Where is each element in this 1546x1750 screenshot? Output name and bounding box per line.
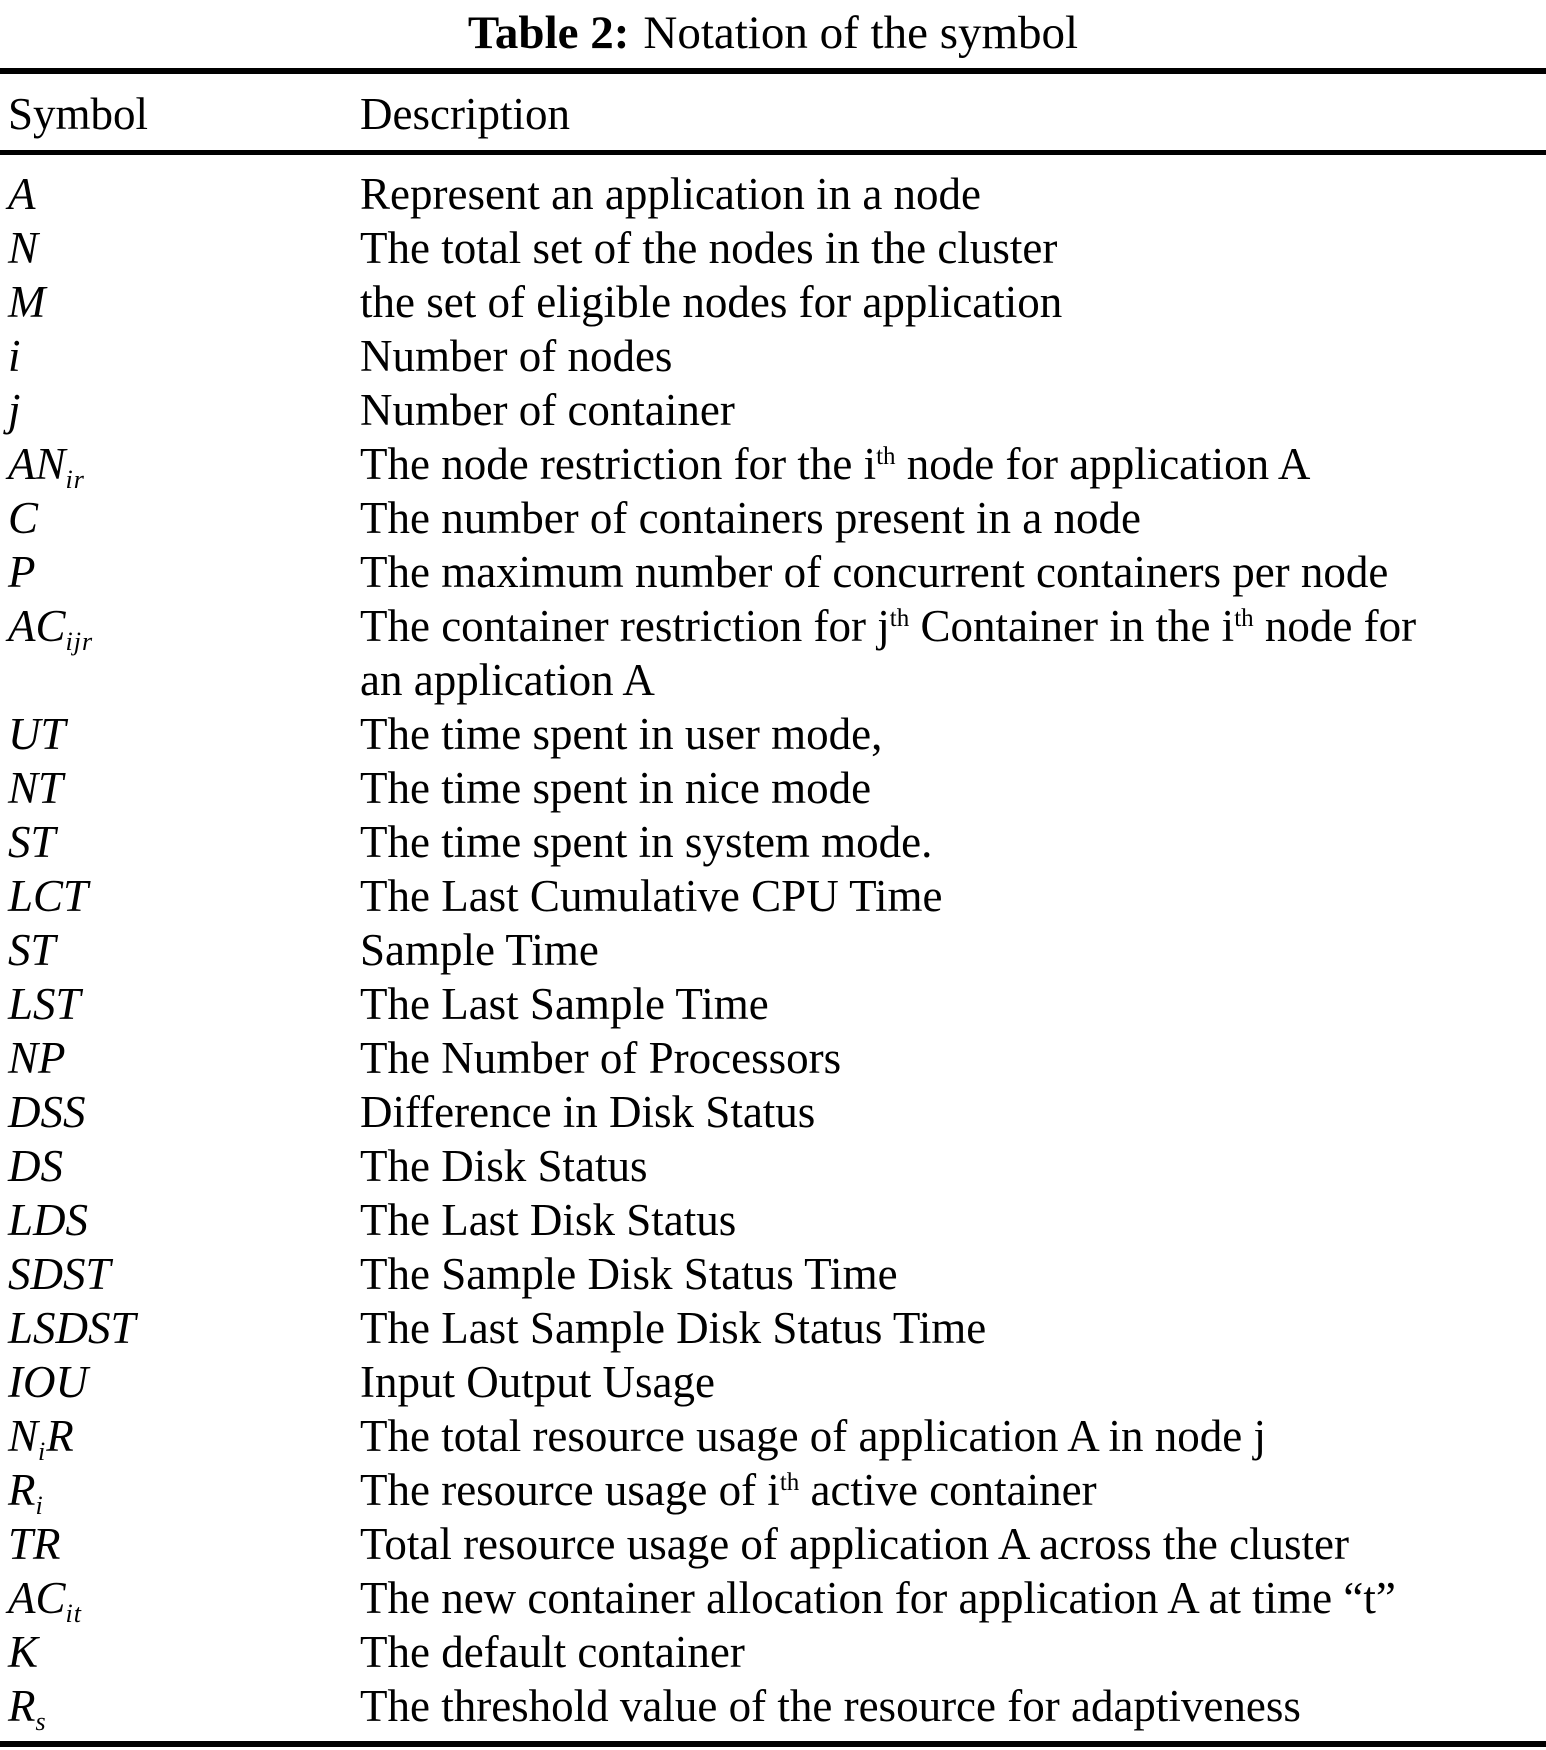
table-row <box>8 167 1546 221</box>
text-run: The Number of Processors <box>360 1033 842 1083</box>
subscript: i <box>38 1437 47 1466</box>
table-row <box>8 1031 1546 1085</box>
symbol-cell <box>8 869 360 923</box>
table-row <box>8 1193 1546 1247</box>
text-run: active container <box>799 1465 1097 1515</box>
symbol-cell <box>8 383 360 437</box>
text-run: The Last Sample Time <box>360 979 769 1029</box>
text-run: The Last Disk Status <box>360 1195 737 1245</box>
text-run: M <box>8 277 46 327</box>
text-run: A <box>8 169 36 219</box>
table-caption-label: Table 2: <box>467 7 630 59</box>
symbol-cell <box>8 1463 360 1520</box>
superscript: th <box>1234 605 1254 632</box>
symbol-cell <box>8 977 360 1031</box>
table-row <box>8 1409 1546 1466</box>
text-run: The threshold value of the resource for adaptiveness <box>360 1681 1301 1731</box>
subscript: i <box>35 1491 44 1520</box>
table-row <box>8 761 1546 815</box>
description-cell <box>360 329 1546 383</box>
table-row <box>8 1247 1546 1301</box>
description-cell <box>360 869 1546 923</box>
table-header-row <box>0 74 1546 150</box>
text-run: The new container allocation for application A at time “t” <box>360 1573 1396 1623</box>
symbol-cell <box>8 1517 360 1571</box>
table-row <box>8 275 1546 329</box>
symbol-cell <box>8 599 360 656</box>
description-cell <box>360 167 1546 221</box>
text-run: i <box>8 331 21 381</box>
text-run: LDS <box>8 1195 89 1245</box>
symbol-cell <box>8 437 360 494</box>
text-run: P <box>8 547 36 597</box>
subscript: it <box>65 1599 82 1628</box>
table-row <box>8 599 1546 707</box>
table-row <box>8 545 1546 599</box>
description-cell <box>360 1031 1546 1085</box>
description-cell <box>360 275 1546 329</box>
description-cell <box>360 1409 1546 1463</box>
subscript: ijr <box>65 627 94 656</box>
text-run: LSDST <box>8 1303 136 1353</box>
table-row <box>8 869 1546 923</box>
header-description: Description <box>360 89 570 139</box>
subscript: ir <box>65 465 85 494</box>
description-cell <box>360 707 1546 761</box>
superscript: th <box>779 1469 800 1496</box>
description-cell <box>360 599 1546 707</box>
symbol-cell <box>8 707 360 761</box>
text-run: ST <box>8 817 56 867</box>
text-run: The Sample Disk Status Time <box>360 1249 898 1299</box>
table-row <box>8 1571 1546 1628</box>
text-run: j <box>8 385 21 435</box>
table-row <box>8 815 1546 869</box>
description-cell <box>360 1517 1546 1571</box>
description-cell <box>360 1247 1546 1301</box>
text-run: The Last Cumulative CPU Time <box>360 871 943 921</box>
text-run: The time spent in system mode. <box>360 817 933 867</box>
text-run: node for <box>1253 601 1417 651</box>
text-run: DSS <box>8 1087 86 1137</box>
text-run: The node restriction for the i <box>360 439 877 489</box>
description-cell <box>360 1355 1546 1409</box>
table-row <box>8 1139 1546 1193</box>
description-cell <box>360 1463 1546 1517</box>
table-row <box>8 491 1546 545</box>
subscript: s <box>35 1707 47 1736</box>
symbol-cell <box>8 1085 360 1139</box>
text-run: Total resource usage of application A across the cluster <box>360 1519 1350 1569</box>
table-bottom-rule <box>0 1741 1546 1747</box>
text-run: The maximum number of concurrent containers per node <box>360 547 1389 597</box>
text-run: AN <box>8 439 66 489</box>
description-cell <box>360 1139 1546 1193</box>
symbol-cell <box>8 761 360 815</box>
table-row <box>8 437 1546 494</box>
symbol-cell <box>8 1031 360 1085</box>
symbol-cell <box>8 1679 360 1736</box>
text-run: NT <box>8 763 64 813</box>
text-run: IOU <box>8 1357 88 1407</box>
description-cell <box>360 761 1546 815</box>
symbol-cell <box>8 1409 360 1466</box>
text-run: The Disk Status <box>360 1141 648 1191</box>
table-row <box>8 977 1546 1031</box>
text-run: Container in the i <box>909 601 1235 651</box>
text-run: The total set of the nodes in the cluster <box>360 223 1058 273</box>
table-row <box>8 1355 1546 1409</box>
description-cell <box>360 1571 1546 1625</box>
table-row <box>8 707 1546 761</box>
symbol-cell <box>8 1247 360 1301</box>
description-cell <box>360 1301 1546 1355</box>
text-run: K <box>8 1627 39 1677</box>
description-cell <box>360 491 1546 545</box>
table-row <box>8 383 1546 437</box>
text-run: Input Output Usage <box>360 1357 715 1407</box>
text-run: TR <box>8 1519 61 1569</box>
description-cell <box>360 437 1546 491</box>
text-run: N <box>8 223 39 273</box>
text-run: The total resource usage of application A in node j <box>360 1411 1266 1461</box>
text-run: The time spent in user mode, <box>360 709 883 759</box>
text-run: The Last Sample Disk Status Time <box>360 1303 987 1353</box>
text-run: AC <box>8 1573 66 1623</box>
symbol-cell <box>8 329 360 383</box>
description-cell <box>360 1679 1546 1733</box>
description-cell <box>360 815 1546 869</box>
text-run: DS <box>8 1141 63 1191</box>
symbol-cell <box>8 1193 360 1247</box>
symbol-cell <box>8 1355 360 1409</box>
description-cell <box>360 1085 1546 1139</box>
description-cell <box>360 221 1546 275</box>
table-row <box>8 1301 1546 1355</box>
description-cell <box>360 383 1546 437</box>
text-run: C <box>8 493 39 543</box>
symbol-cell <box>8 815 360 869</box>
text-run: R <box>8 1681 36 1731</box>
text-run: LST <box>8 979 81 1029</box>
text-run: The resource usage of i <box>360 1465 780 1515</box>
text-run: Number of nodes <box>360 331 673 381</box>
description-cell <box>360 1193 1546 1247</box>
symbol-cell <box>8 1571 360 1628</box>
text-run: AC <box>8 601 66 651</box>
table-row <box>8 1517 1546 1571</box>
symbol-cell <box>8 545 360 599</box>
text-run: Represent an application in a node <box>360 169 982 219</box>
text-run: The number of containers present in a node <box>360 493 1141 543</box>
table-row <box>8 1463 1546 1520</box>
description-cell <box>360 977 1546 1031</box>
table-row <box>8 329 1546 383</box>
symbol-cell <box>8 275 360 329</box>
text-run: Number of container <box>360 385 735 435</box>
text-run: ST <box>8 925 56 975</box>
text-run: NP <box>8 1033 66 1083</box>
symbol-cell <box>8 1625 360 1679</box>
text-run: LCT <box>8 871 89 921</box>
text-run: an application A <box>360 655 655 705</box>
text-run: R <box>46 1411 74 1461</box>
table-row <box>8 1679 1546 1736</box>
text-run: UT <box>8 709 66 759</box>
description-cell <box>360 545 1546 599</box>
superscript: th <box>876 443 896 470</box>
text-run: The time spent in nice mode <box>360 763 872 813</box>
text-run: The default container <box>360 1627 745 1677</box>
superscript: th <box>889 605 910 632</box>
symbol-cell <box>8 221 360 275</box>
header-symbol: Symbol <box>8 89 149 139</box>
table-row <box>8 221 1546 275</box>
text-run: R <box>8 1465 36 1515</box>
symbol-cell <box>8 923 360 977</box>
table-caption-text: Notation of the symbol <box>643 7 1079 59</box>
symbol-cell <box>8 167 360 221</box>
text-run: N <box>8 1411 39 1461</box>
table-row <box>8 1085 1546 1139</box>
text-run: node for application A <box>895 439 1311 489</box>
text-run: The container restriction for j <box>360 601 890 651</box>
table-row <box>8 923 1546 977</box>
table-caption <box>0 0 1546 64</box>
symbol-cell <box>8 491 360 545</box>
text-run: Sample Time <box>360 925 599 975</box>
symbol-cell <box>8 1301 360 1355</box>
symbol-cell <box>8 1139 360 1193</box>
description-cell <box>360 923 1546 977</box>
table-row <box>8 1625 1546 1679</box>
description-cell <box>360 1625 1546 1679</box>
table-rows <box>0 155 1546 1736</box>
text-run: the set of eligible nodes for application <box>360 277 1063 327</box>
text-run: Difference in Disk Status <box>360 1087 816 1137</box>
text-run: SDST <box>8 1249 111 1299</box>
